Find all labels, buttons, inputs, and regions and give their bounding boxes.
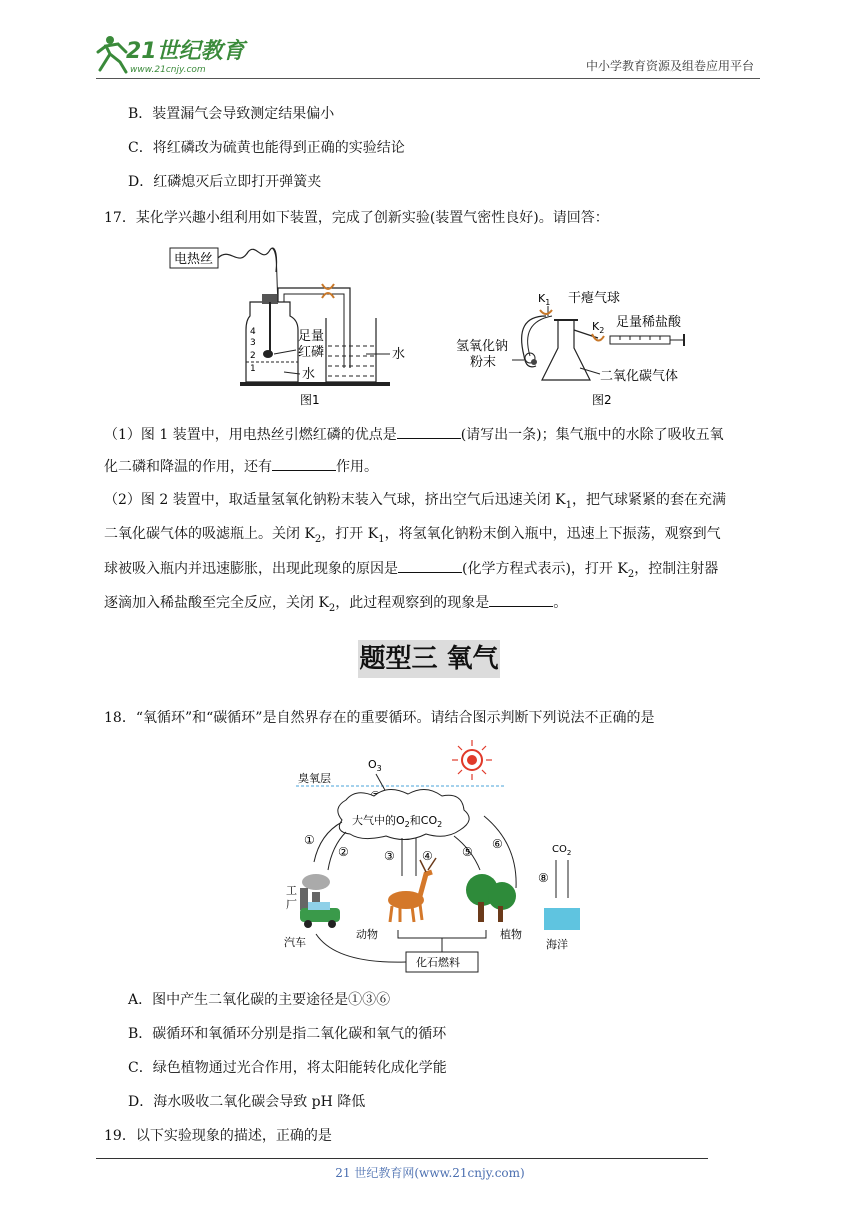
animal-label: 动物 xyxy=(356,928,378,941)
clamp-k1-icon xyxy=(540,310,552,314)
fossil-fuel-label: 化石燃料 xyxy=(416,956,460,969)
tree-icon xyxy=(466,874,516,922)
num-2: ② xyxy=(338,845,349,859)
label-water-jar: 水 xyxy=(302,367,316,382)
answer-blank[interactable] xyxy=(272,456,336,471)
logo xyxy=(96,32,266,76)
answer-blank[interactable] xyxy=(398,558,462,573)
o3-label: $O_3$ xyxy=(368,758,382,773)
q18-option-c: C．绿色植物通过光合作用，将太阳能转化成化学能 xyxy=(128,1060,447,1076)
figure-2 xyxy=(454,286,694,414)
tick-4: 4 xyxy=(250,327,256,337)
answer-blank[interactable] xyxy=(489,592,553,607)
label-honglin: 红磷 xyxy=(298,345,325,360)
num-5: ⑤ xyxy=(462,845,473,859)
tick-1: 1 xyxy=(250,364,256,374)
factory-label-1: 工 xyxy=(286,884,297,897)
acid-label: 足量稀盐酸 xyxy=(616,315,682,330)
k1-label: $K_1$ xyxy=(538,292,551,307)
q17-part2-line3: 球被吸入瓶内并迅速膨胀，出现此现象的原因是 (化学方程式表示)，打开 $K_2$，控制注射器 xyxy=(104,558,718,585)
figure-1 xyxy=(166,242,426,412)
section-heading: 题型三 氧气 xyxy=(358,640,500,678)
heater-label: 电热丝 xyxy=(174,252,214,267)
q17-part1-line1: （1）图 1 装置中，用电热丝引燃红磷的优点是 (请写出一条)；集气瓶中的水除了吸收五氧 xyxy=(104,424,724,445)
logo-text: 21世纪教育 xyxy=(126,39,245,64)
q18-option-d: D．海水吸收二氧化碳会导致 pH 降低 xyxy=(128,1094,366,1110)
k2-label: $K_2$ xyxy=(592,320,605,335)
atmosphere-label: 大气中的$O_2$和$CO_2$ xyxy=(352,814,443,829)
num-4: ④ xyxy=(422,849,433,863)
ocean-label: 海洋 xyxy=(546,938,568,951)
sun-icon xyxy=(452,740,492,780)
footer-divider xyxy=(96,1158,708,1159)
footer-link[interactable]: 21 世纪教育网(www.21cnjy.com) xyxy=(335,1166,525,1180)
page-header xyxy=(96,30,760,79)
logo-url: www.21cnjy.com xyxy=(130,65,206,75)
num-3: ③ xyxy=(384,849,395,863)
q17-part2-line1: （2）图 2 装置中，取适量氢氧化钠粉末装入气球，挤出空气后迅速关闭 $K_1$，把气球紧紧的套在充满 xyxy=(104,492,726,511)
car-label: 汽车 xyxy=(284,936,306,949)
tick-3: 3 xyxy=(250,338,256,348)
deer-icon xyxy=(388,858,436,922)
naoh-label-1: 氢氧化钠 xyxy=(456,339,509,354)
plant-label: 植物 xyxy=(500,928,522,941)
answer-blank[interactable] xyxy=(397,424,461,439)
q16-option-d: D．红磷熄灭后立即打开弹簧夹 xyxy=(128,174,322,190)
figure-1-caption: 图1 xyxy=(300,393,320,407)
ocean-co2-label: $CO_2$ xyxy=(552,844,572,857)
num-6: ⑥ xyxy=(492,837,503,851)
q18-option-b: B．碳循环和氧循环分别是指二氧化碳和氧气的循环 xyxy=(128,1026,447,1042)
co2-gas-label: 二氧化碳气体 xyxy=(600,369,679,384)
ocean-icon xyxy=(544,908,580,930)
label-water-beaker: 水 xyxy=(392,347,406,362)
balloon-label: 干瘪气球 xyxy=(568,291,621,306)
num-1: ① xyxy=(304,833,315,847)
figure-2-caption: 图2 xyxy=(592,393,612,407)
q18-stem: 18．“氧循环”和“碳循环”是自然界存在的重要循环。请结合图示判断下列说法不正确的是 xyxy=(104,710,655,726)
q18-option-a: A．图中产生二氧化碳的主要途径是①③⑥ xyxy=(128,992,391,1008)
q17-part1-line2: 化二磷和降温的作用，还有 作用。 xyxy=(104,456,378,477)
factory-label-2: 厂 xyxy=(286,898,297,911)
q19-stem: 19．以下实验现象的描述，正确的是 xyxy=(104,1128,332,1144)
runner-icon xyxy=(98,36,126,72)
naoh-label-2: 粉末 xyxy=(470,355,497,370)
q17-stem: 17．某化学兴趣小组利用如下装置，完成了创新实验(装置气密性良好)。请回答： xyxy=(104,210,609,226)
q16-option-c: C．将红磷改为硫黄也能得到正确的实验结论 xyxy=(128,140,405,156)
q16-option-b: B．装置漏气会导致测定结果偏小 xyxy=(128,106,335,122)
label-zuliang: 足量 xyxy=(298,329,325,344)
q17-part2-line4: 逐滴加入稀盐酸至完全反应，关闭 $K_2$，此过程观察到的现象是 。 xyxy=(104,592,567,619)
platform-name: 中小学教育资源及组卷应用平台 xyxy=(585,59,754,73)
tick-2: 2 xyxy=(250,351,256,361)
spring-clamp-icon xyxy=(322,284,334,298)
ozone-label: 臭氧层 xyxy=(298,772,331,785)
cycle-diagram xyxy=(276,738,596,978)
q17-part2-line2: 二氧化碳气体的吸滤瓶上。关闭 $K_2$，打开 $K_1$，将氢氧化钠粉末倒入瓶中，迅速上下振荡，观察到气 xyxy=(104,526,721,545)
num-8: ⑧ xyxy=(538,871,549,885)
